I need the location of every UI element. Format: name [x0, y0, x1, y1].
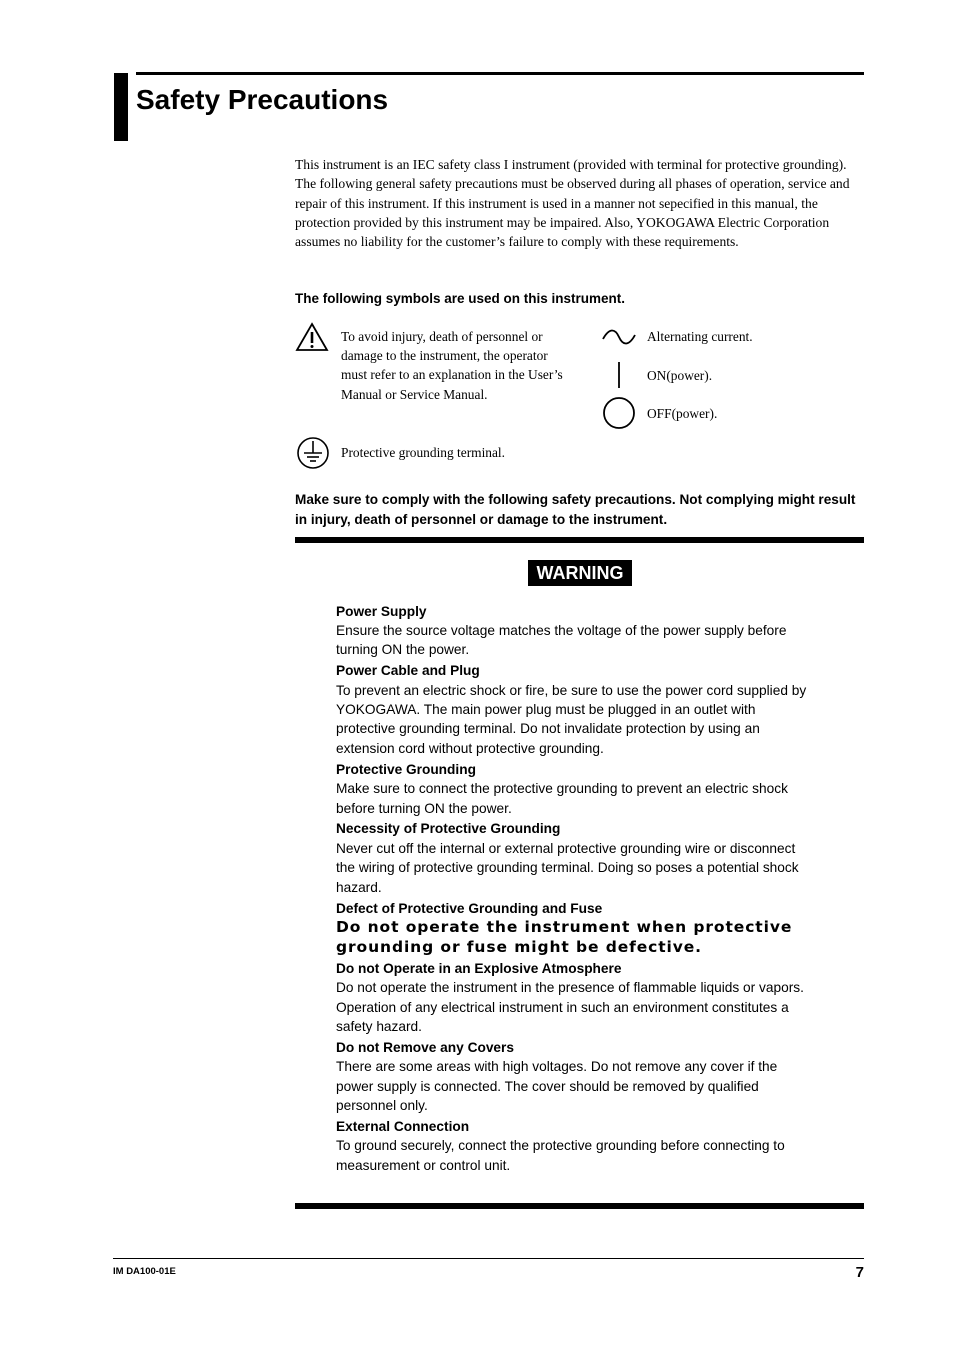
page-number: 7	[855, 1264, 864, 1281]
off-symbol-text: OFF(power).	[647, 406, 718, 421]
warning-item-body: Do not operate the instrument in the presence of flammable liquids or vapors. Operation of any electrical instrument in such an environment constitutes a safety hazard.	[336, 980, 804, 1034]
warning-item-body: Ensure the source voltage matches the voltage of the power supply before turning ON the power.	[336, 622, 787, 658]
comply-notice: Make sure to comply with the following safety precautions. Not complying might result in injury, death of personnel or damage to the instrument.	[295, 492, 856, 527]
warning-badge: WARNING	[528, 560, 632, 586]
warning-item-heading: Do not Remove any Covers	[336, 1039, 514, 1055]
warning-item-body: Make sure to connect the protective grounding to prevent an electric shock before turning ON the power.	[336, 781, 788, 816]
document-id: IM DA100-01E	[113, 1266, 176, 1277]
warning-item-necessity-grounding	[336, 819, 816, 897]
intro-paragraph-2: The following general safety precautions must be observed during all phases of operation, service and repair of this instrument. If this instrument is used in a manner not sepecified in this manual, the protection provided by this instrument may be impaired. Also, YOKOGAWA Electric Corporation assumes no liability for the customer’s failure to comply with these requirements.	[295, 176, 850, 250]
ground-symbol-text: Protective grounding terminal.	[341, 445, 505, 460]
ground-icon	[296, 436, 330, 470]
symbols-heading: The following symbols are used on this instrument.	[295, 291, 626, 306]
warning-bottom-rule	[295, 1203, 864, 1209]
intro-paragraph-1: This instrument is an IEC safety class I instrument (provided with terminal for protective grounding).	[295, 157, 847, 172]
warning-list	[336, 600, 816, 1175]
warning-item-protective-grounding	[336, 760, 816, 818]
caution-symbol-text: To avoid injury, death of personnel or damage to the instrument, the operator must refer to an explanation in the User’s Manual or Service Manual.	[341, 329, 563, 402]
warning-item-remove-covers	[336, 1038, 816, 1116]
title-rule	[136, 72, 864, 75]
warning-item-body: Do not operate the instrument when protective grounding or fuse might be defective.	[336, 918, 793, 956]
warning-item-body: Never cut off the internal or external protective grounding wire or disconnect the wiring of protective grounding terminal. Doing so poses a potential shock hazard.	[336, 840, 799, 895]
warning-item-power-cable	[336, 661, 816, 758]
caution-triangle-icon	[295, 322, 329, 352]
warning-item-heading: External Connection	[336, 1118, 470, 1134]
on-symbol-text: ON(power).	[647, 368, 713, 383]
ac-symbol-text: Alternating current.	[647, 329, 753, 344]
power-off-icon	[602, 396, 636, 430]
warning-item-heading: Protective Grounding	[336, 761, 476, 777]
warning-item-power-supply	[336, 602, 816, 660]
warning-item-heading: Power Cable and Plug	[336, 663, 480, 679]
intro-text	[295, 155, 870, 251]
title-accent-bar	[114, 73, 128, 141]
warning-item-heading: Defect of Protective Grounding and Fuse	[336, 900, 603, 916]
warning-item-body: To prevent an electric shock or fire, be sure to use the power cord supplied by YOKOGAWA. The main power plug must be plugged in an outlet with protective grounding terminal. Do not invalidate protection by using an extension cord without protective grounding.	[336, 682, 807, 756]
warning-item-defect-grounding-fuse	[336, 899, 816, 958]
warning-item-heading: Power Supply	[336, 603, 427, 619]
warning-item-explosive-atmosphere	[336, 959, 816, 1037]
warning-item-heading: Necessity of Protective Grounding	[336, 821, 561, 837]
alternating-current-icon	[601, 327, 637, 347]
page-title: Safety Precautions	[136, 84, 389, 115]
power-on-icon	[612, 360, 626, 390]
footer-rule	[113, 1258, 864, 1259]
warning-item-body: There are some areas with high voltages. Do not remove any cover if the power supply is connected. The cover should be removed by qualified personnel only.	[336, 1059, 778, 1114]
warning-top-rule	[295, 537, 864, 543]
warning-item-external-connection	[336, 1117, 816, 1175]
warning-item-heading: Do not Operate in an Explosive Atmosphere	[336, 960, 622, 976]
warning-item-body: To ground securely, connect the protective grounding before connecting to measurement or control unit.	[336, 1138, 785, 1173]
